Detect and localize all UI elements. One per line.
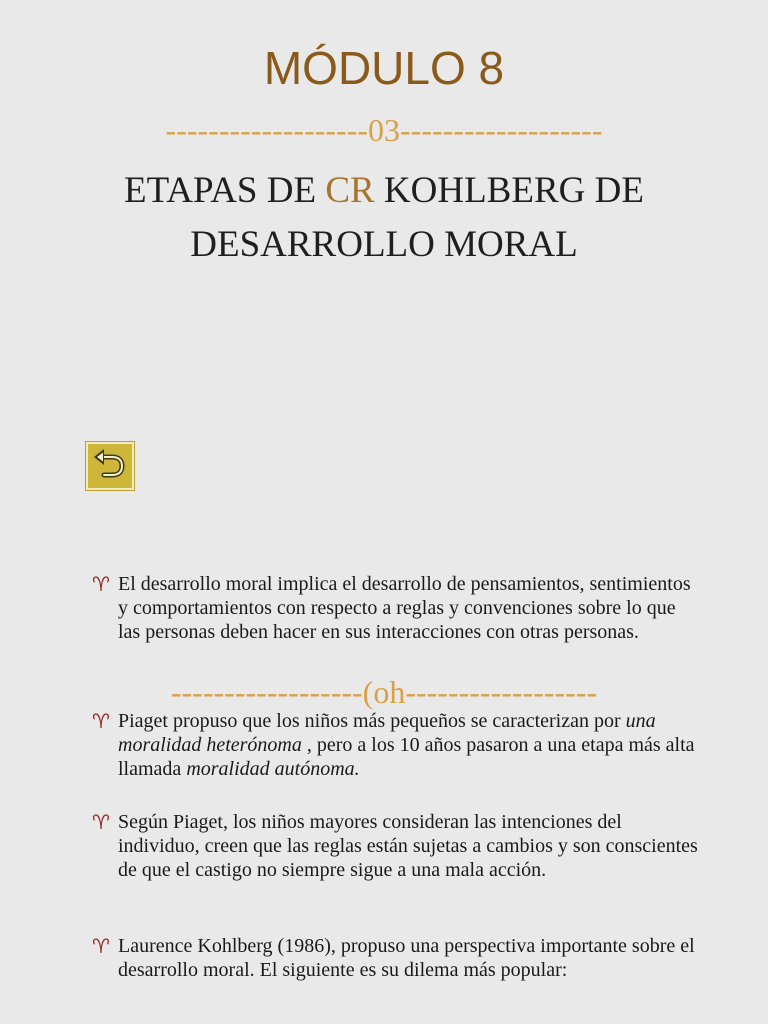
module-title: MÓDULO 8 <box>263 42 505 94</box>
aries-bullet-icon: ♈ <box>92 934 110 958</box>
bullet-item-1 <box>92 572 702 644</box>
divider-middle: ------------------(oh------------------ <box>170 674 598 710</box>
bullet-text-a: Piaget propuso que los niños más pequeños se caracterizan por <box>118 710 626 732</box>
aries-bullet-icon: ♈ <box>92 810 110 834</box>
bullet-item-3 <box>92 810 702 882</box>
page-heading <box>0 164 768 272</box>
heading-line-1 <box>0 164 768 218</box>
back-button[interactable] <box>86 442 134 490</box>
bullet-text-b: , pero a los 10 años pasaron a una etapa más alta llamada <box>118 734 695 780</box>
bullet-text: Laurence Kohlberg (1986), propuso una perspectiva importante sobre el desarrollo moral. El siguiente es su dilema más popular: <box>118 935 695 981</box>
divider-top: -------------------03------------------- <box>165 112 603 148</box>
bullet-italic-b: moralidad autónoma. <box>186 758 360 780</box>
bullet-text: Según Piaget, los niños mayores consideran las intenciones del individuo, creen que las reglas están sujetas a cambios y son conscientes de que el castigo no siempre sigue a una mala acción. <box>118 811 698 881</box>
aries-bullet-icon: ♈ <box>92 709 110 733</box>
heading-line-2: DESARROLLO MORAL <box>190 224 578 265</box>
bullet-text: El desarrollo moral implica el desarrollo de pensamientos, sentimientos y comportamientos con respecto a reglas y convenciones sobre lo que las personas deben hacer en sus interacciones con otras personas. <box>118 573 691 643</box>
aries-bullet-icon: ♈ <box>92 572 110 596</box>
bullet-italic-a: una moralidad heterónoma <box>118 710 656 756</box>
bullet-item-2 <box>92 709 702 781</box>
bullet-item-4 <box>92 934 702 982</box>
return-arrow-icon <box>88 444 132 488</box>
heading-accent: CR <box>325 170 375 211</box>
heading-part-1: ETAPAS DE <box>124 170 326 211</box>
heading-part-2: KOHLBERG DE <box>374 170 644 211</box>
